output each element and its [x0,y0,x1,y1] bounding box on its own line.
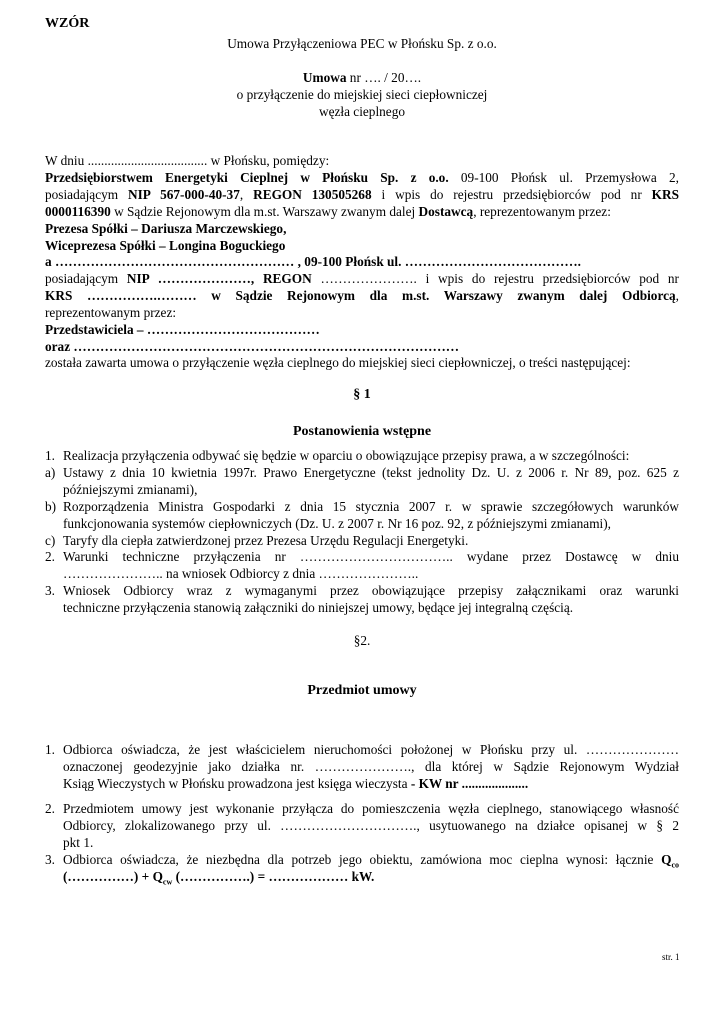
text-segment: i wpis do rejestru przedsiębiorców pod nr [371,187,652,202]
supplier-representative-1: Prezesa Spółki – Dariusza Marczewskiego, [45,221,287,236]
agreement-purpose-line1: o przyłączenie do miejskiej sieci ciepłowniczej [236,87,488,102]
supplier-nip: NIP 567-000-40-37 [128,187,240,202]
section-2-title: Przedmiot umowy [307,683,417,698]
nip-label: NIP [126,271,150,286]
document-subtitle: Umowa Przyłączeniowa PEC w Płońsku Sp. z o.o. [227,36,497,51]
date-line: W dniu .................................... w Płońsku, pomiędzy: [45,153,330,168]
list-number: 3. [45,583,55,598]
page-number: str. 1 [662,952,680,962]
supplier-address: 09-100 Płońsk ul. Przemysłowa 2, [448,170,679,185]
list-item-text: Przedmiotem umowy jest wykonanie przyłącza do pomieszczenia węzła cieplnego, stanowiącego własność [63,801,679,816]
supplier-krs: 0000116390 [45,204,111,219]
text-segment: …………………. i wpis do rejestru przedsiębiorców pod nr [311,271,679,286]
recipient-representative-2: oraz …………………………………………………………………………… [45,339,460,354]
agreement-concluded-line: została zawarta umowa o przyłączenie węzła cieplnego do miejskiej sieci ciepłowniczej, o treści następującej: [45,355,631,370]
text-segment: Odbiorca oświadcza, że niezbędna dla potrzeb jego obiektu, zamówiona moc cieplna wynosi: łącznie [63,852,662,867]
list-item-text [63,776,679,792]
recipient-nip: …………………, [149,271,263,286]
heat-symbol [661,852,679,870]
list-item-text: Rozporządzenia Ministra Gospodarki z dnia 15 stycznia 2007 r. w sprawie szczegółowych warunków [63,499,679,514]
list-letter: c) [45,533,56,548]
supplier-role: Dostawcą [418,204,474,219]
krs-label: KRS [651,187,680,202]
list-item-text: funkcjonowania systemów ciepłowniczych (Dz. U. z 2007 r. Nr 16 poz. 92, z późniejszymi zmianami), [63,516,611,531]
q-letter: Q [152,869,163,884]
text-segment: posiadającym [45,271,127,286]
section-1-sign: § 1 [353,387,371,402]
text-segment: posiadającym [45,187,129,202]
template-label: WZÓR [45,16,90,31]
supplier-court-line [45,204,679,220]
recipient-court-line [45,288,679,304]
text-segment: , reprezentowanym przez: [473,204,611,219]
text-segment: , [675,288,679,303]
list-item-text: Odbiorcy, zlokalizowanego przy ul. …………………………., usytuowanego na działce opisanej w § 2 [63,818,679,833]
supplier-ids-line [45,187,679,203]
text-segment: w Sądzie Rejonowym dla m.st. Warszawy zwanym dalej [110,204,419,219]
section-1-title: Postanowienia wstępne [292,424,432,439]
recipient-street: …………………………………. [401,254,581,269]
text-segment: Ksiąg Wieczystych w Płońsku prowadzona jest księga wieczysta [63,776,411,791]
kw-number: - KW nr .................... [410,776,529,791]
text-segment: , [239,187,254,202]
agreement-word: Umowa [302,70,347,85]
list-item-text: Wniosek Odbiorcy wraz z wymaganymi przez obowiązujące przepisy załącznikami oraz warunki [63,583,679,598]
power-formula [63,869,679,887]
recipient-address-line [45,254,679,270]
q-subscript: cw [162,877,173,887]
list-item-text: Ustawy z dnia 10 kwietnia 1997r. Prawo Energetyczne (tekst jednolity Dz. U. z 2006 r. Nr 89, poz. 625 z [63,465,679,480]
recipient-representative: Przedstawiciela – ………………………………… [45,322,320,337]
recipient-court: …………….……… w Sądzie Rejonowym dla m.st. Warszawy zwanym dalej [72,288,622,303]
list-item-text: Taryfy dla ciepła zatwierdzonej przez Prezesa Urzędu Regulacji Energetyki. [63,533,469,548]
q-subscript: co [671,860,679,870]
list-letter: a) [45,465,56,480]
list-item-text: pkt 1. [63,835,94,850]
list-number: 1. [45,448,55,463]
recipient-role: Odbiorcą [621,288,676,303]
agreement-number [0,70,724,86]
supplier-line [45,170,679,186]
list-item-text [63,852,679,870]
list-number: 3. [45,852,55,867]
text-segment: (……………) + [63,869,153,884]
list-item-text: Realizacja przyłączenia odbywać się będzie w oparciu o obowiązujące przepisy prawa, a w szczególności: [63,448,630,463]
list-item-text: Warunki techniczne przyłączenia nr …………………………….. wydane przez Dostawcę w dniu [63,549,679,564]
list-item-text: techniczne przyłączenia stanowią załączniki do niniejszej umowy, będące jej integralną częścią. [63,600,574,615]
list-item-text: Odbiorca oświadcza, że jest właścicielem nieruchomości położonej w Płońsku przy ul. ………………… [63,742,679,757]
q-letter: Q [661,852,672,867]
list-number: 2. [45,801,55,816]
supplier-representative-2: Wiceprezesa Spółki – Longina Boguckiego [45,238,286,253]
krs-label: KRS [45,288,73,303]
list-number: 1. [45,742,55,757]
list-item-text: późniejszymi zmianami), [63,482,198,497]
supplier-name: Przedsiębiorstwem Energetyki Cieplnej w Płońsku Sp. z o.o. [45,170,449,185]
supplier-regon: REGON 130505268 [253,187,372,202]
regon-label: REGON [262,271,312,286]
recipient-ids-line [45,271,679,287]
section-2-sign: §2. [353,633,371,648]
list-item-text: oznaczonej geodezyjnie jako działka nr. …………………., dla której w Sądzie Rejonowym Wydział [63,759,679,774]
agreement-number-text: nr …. / 20…. [346,70,422,85]
represented-by: reprezentowanym przez: [45,305,177,320]
agreement-purpose-line2: węzła cieplnego [318,104,405,119]
list-number: 2. [45,549,55,564]
list-letter: b) [45,499,57,514]
recipient-address: a ……………………………………………… , 09-100 Płońsk ul. [45,254,402,269]
text-segment: (…………….) = ……………… kW. [172,869,375,884]
list-item-text: ………………….. na wniosek Odbiorcy z dnia ………………….. [63,566,419,581]
